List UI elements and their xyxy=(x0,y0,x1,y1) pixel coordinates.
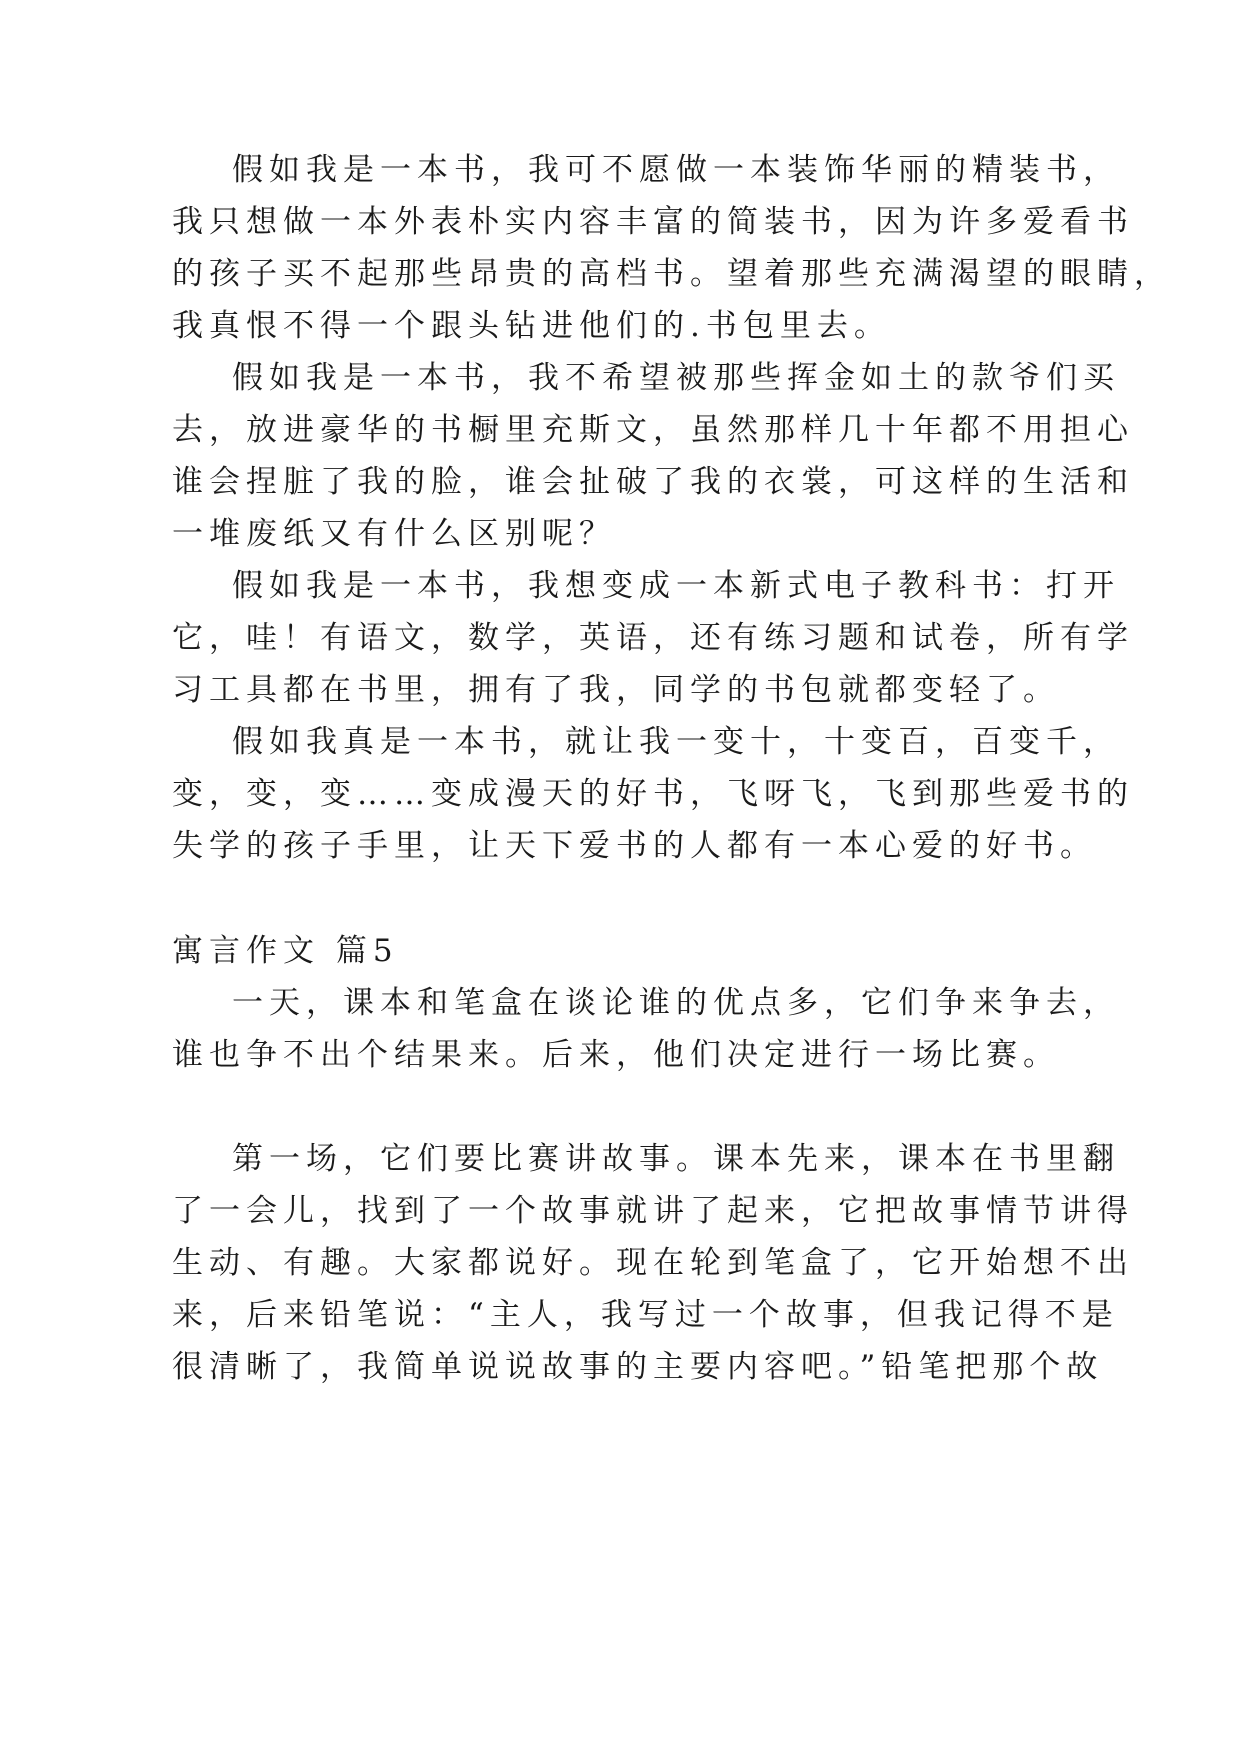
paragraph-line: 的孩子买不起那些昂贵的高档书。望着那些充满渴望的眼睛， xyxy=(172,256,1171,292)
paragraph-line: 假如我真是一本书，就让我一变十，十变百，百变千， xyxy=(232,724,1120,760)
paragraph-line: 第一场，它们要比赛讲故事。课本先来，课本在书里翻 xyxy=(232,1141,1120,1177)
paragraph-line: 来，后来铅笔说：“主人，我写过一个故事，但我记得不是 xyxy=(172,1297,1119,1333)
paragraph-line: 变，变，变……变成漫天的好书，飞呀飞，飞到那些爱书的 xyxy=(172,776,1134,812)
paragraph-line: 了一会儿，找到了一个故事就讲了起来，它把故事情节讲得 xyxy=(172,1193,1134,1229)
paragraph-line: 一天，课本和笔盒在谈论谁的优点多，它们争来争去， xyxy=(232,985,1120,1021)
paragraph-line: 我只想做一本外表朴实内容丰富的简装书，因为许多爱看书 xyxy=(172,204,1134,240)
paragraph-line: 假如我是一本书，我想变成一本新式电子教科书：打开 xyxy=(232,568,1120,604)
paragraph-line: 它，哇！有语文，数学，英语，还有练习题和试卷，所有学 xyxy=(172,620,1134,656)
paragraph-line: 去，放进豪华的书橱里充斯文，虽然那样几十年都不用担心 xyxy=(172,412,1134,448)
paragraph-line: 假如我是一本书，我不希望被那些挥金如土的款爷们买 xyxy=(232,360,1120,396)
paragraph-line: 假如我是一本书，我可不愿做一本装饰华丽的精装书， xyxy=(232,152,1120,188)
paragraph-line: 失学的孩子手里，让天下爱书的人都有一本心爱的好书。 xyxy=(172,828,1097,864)
paragraph-line: 很清晰了，我简单说说故事的主要内容吧。”铅笔把那个故 xyxy=(172,1349,1104,1385)
paragraph-line: 生动、有趣。大家都说好。现在轮到笔盒了，它开始想不出 xyxy=(172,1245,1134,1281)
paragraph-line: 一堆废纸又有什么区别呢？ xyxy=(172,516,616,552)
section-heading: 寓言作文 篇5 xyxy=(172,933,399,969)
paragraph-line: 习工具都在书里，拥有了我，同学的书包就都变轻了。 xyxy=(172,672,1060,708)
paragraph-line: 我真恨不得一个跟头钻进他们的.书包里去。 xyxy=(172,308,891,344)
paragraph-line: 谁也争不出个结果来。后来，他们决定进行一场比赛。 xyxy=(172,1037,1060,1073)
paragraph-line: 谁会捏脏了我的脸，谁会扯破了我的衣裳，可这样的生活和 xyxy=(172,464,1134,500)
